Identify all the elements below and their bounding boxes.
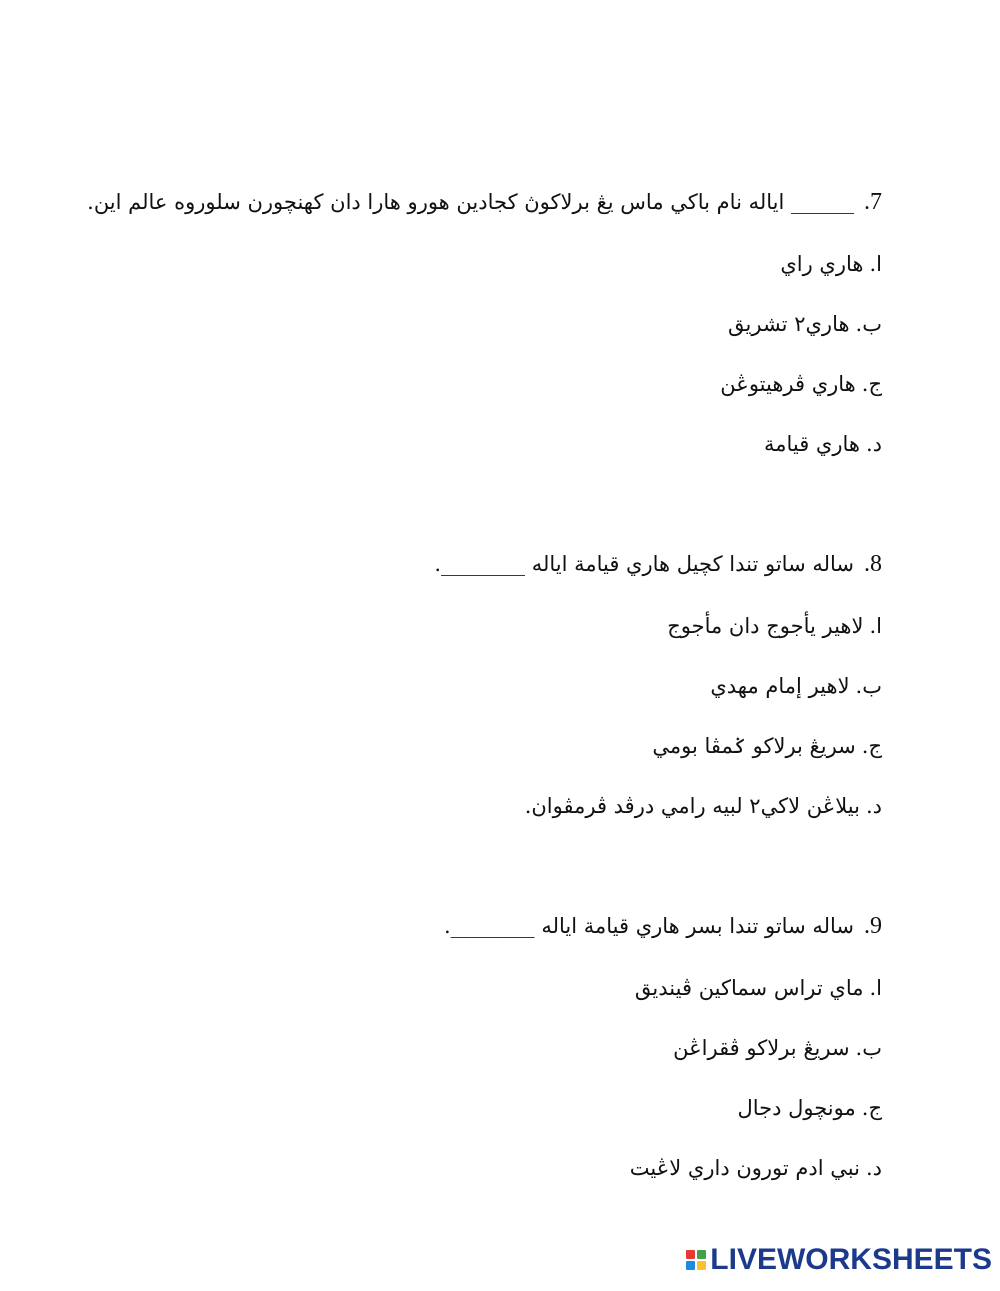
option-8-c[interactable] [652,730,882,762]
option-9-b[interactable] [673,1032,882,1064]
logo-squares-icon [686,1250,706,1270]
option-9-a[interactable] [635,972,882,1004]
option-label: د. [865,1156,882,1180]
question-8 [434,548,882,580]
option-text: نبي ادم تورون داري لاڠيت [629,1156,860,1180]
option-8-d[interactable] [525,790,882,822]
question-7 [87,186,882,218]
option-label: ج. [861,734,882,758]
option-label: ا. [869,252,882,276]
option-9-d[interactable] [630,1152,882,1184]
option-text: بيلاڠن لاکي٢ لبيه رامي درڤد ڤرمڤوان. [524,794,860,818]
option-7-d[interactable] [764,428,882,460]
option-text: لاهير إمام مهدي [710,674,850,698]
option-text: ماي تراس سماکين ڤينديق [634,976,864,1000]
option-text: سريڠ برلاکو ݢمڤا بومي [652,734,856,758]
option-label: ج. [861,1096,882,1120]
option-label: ا. [869,976,882,1000]
option-text: هاري ڤرهيتوڠن [720,372,856,396]
option-label: ب. [855,312,882,336]
question-number: 9. [864,913,882,939]
question-text: ساله ساتو تندا کچيل هاري قيامة اياله ________. [434,552,854,576]
question-number: 7. [864,189,882,215]
option-7-c[interactable] [720,368,882,400]
option-7-a[interactable] [780,248,882,280]
option-8-a[interactable] [667,610,882,642]
logo-square-blue [686,1261,695,1270]
option-text: هاري قيامة [763,432,860,456]
option-label: ج. [861,372,882,396]
option-label: ا. [869,614,882,638]
question-9 [444,910,882,942]
option-label: ب. [855,674,882,698]
logo-square-yellow [697,1261,706,1270]
option-8-b[interactable] [710,670,882,702]
option-label: د. [865,794,882,818]
brand-name: LIVEWORKSHEETS [710,1243,992,1276]
option-text: سريڠ برلاکو ڤقراڠن [673,1036,850,1060]
question-number: 8. [864,551,882,577]
question-text: ساله ساتو تندا بسر هاري قيامة اياله ________. [443,914,854,938]
logo-square-green [697,1250,706,1259]
option-7-b[interactable] [728,308,882,340]
option-text: مونچول دجال [737,1096,856,1120]
question-text: ______ اياله نام باکي ماس يڠ برلاکوڽ کجادين هورو هارا دان کهنچورن سلوروه عالم اين. [87,190,854,214]
option-label: د. [865,432,882,456]
option-text: هاري راي [780,252,864,276]
option-text: هاري٢ تشريق [728,312,850,336]
logo-square-red [686,1250,695,1259]
option-label: ب. [855,1036,882,1060]
option-9-c[interactable] [737,1092,882,1124]
option-text: لاهير يأجوج دان مأجوج [667,614,864,638]
liveworksheets-logo [686,1243,992,1277]
